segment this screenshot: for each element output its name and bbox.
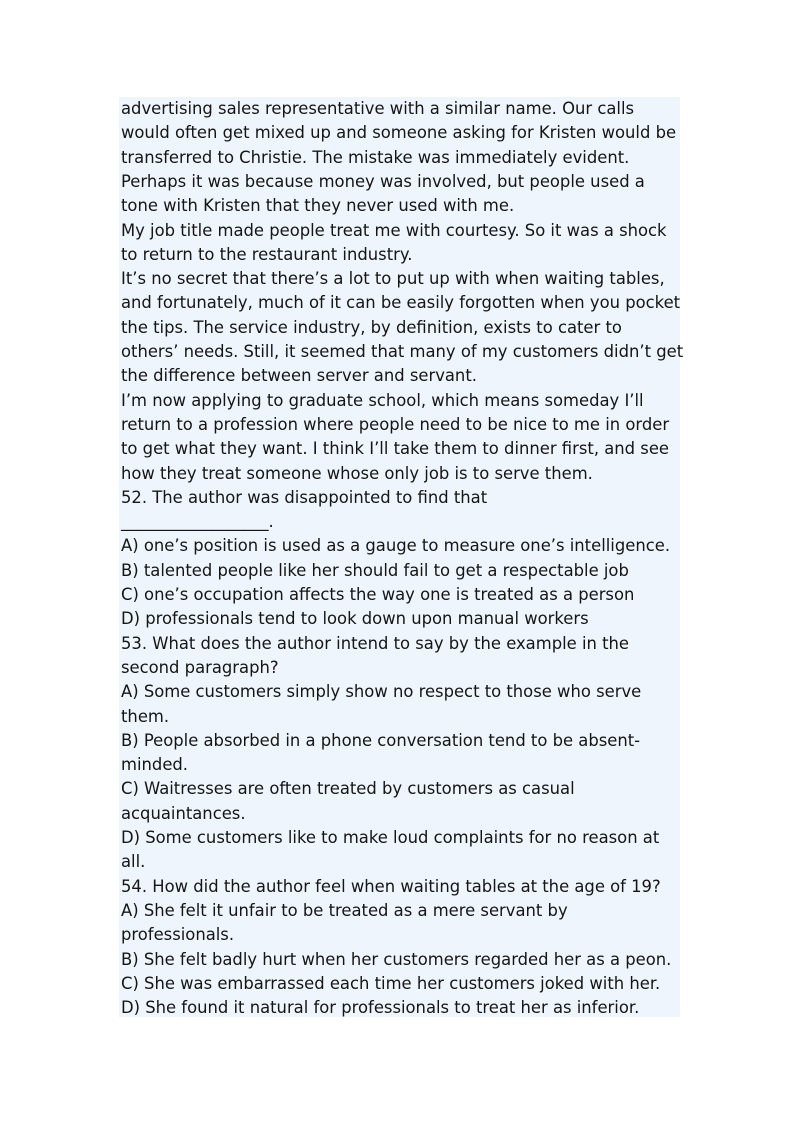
text-line: My job title made people treat me with courtesy. So it was a shock: [121, 220, 667, 240]
text-line: the difference between server and servant.: [121, 366, 477, 386]
text-line: advertising sales representative with a similar name. Our calls: [121, 99, 635, 118]
text-block: [119, 97, 684, 1018]
text-line: all.: [121, 852, 146, 872]
text-line: I’m now applying to graduate school, which means someday I’ll: [121, 390, 644, 410]
option-line: D) professionals tend to look down upon manual workers: [121, 609, 589, 629]
text-line: It’s no secret that there’s a lot to put up with when waiting tables,: [121, 269, 665, 289]
text-line: to return to the restaurant industry.: [121, 244, 413, 264]
question-52-stem: 52. The author was disappointed to find that: [121, 487, 488, 507]
text-line: professionals.: [121, 925, 235, 945]
answer-blank: __________________.: [121, 512, 274, 532]
text-line: return to a profession where people need to be nice to me in order: [121, 414, 670, 434]
option-line: D) She found it natural for professionals to treat her as inferior.: [121, 998, 640, 1018]
text-line: how they treat someone whose only job is to serve them.: [121, 463, 593, 483]
text-line: tone with Kristen that they never used with me.: [121, 196, 515, 216]
text-line: Perhaps it was because money was involved, but people used a: [121, 171, 645, 191]
option-line: A) one’s position is used as a gauge to measure one’s intelligence.: [121, 536, 671, 556]
question-54-stem: 54. How did the author feel when waiting tables at the age of 19?: [121, 876, 661, 896]
text-line: minded.: [121, 755, 189, 775]
text-line: the tips. The service industry, by definition, exists to cater to: [121, 317, 622, 337]
option-line: A) She felt it unfair to be treated as a mere servant by: [121, 900, 568, 920]
text-line: them.: [121, 706, 170, 726]
option-line: D) Some customers like to make loud complaints for no reason at: [121, 828, 660, 847]
option-line: C) Waitresses are often treated by customers as casual: [121, 779, 575, 799]
text-line: transferred to Christie. The mistake was immediately evident.: [121, 147, 630, 167]
text-line: and fortunately, much of it can be easily forgotten when you pocket: [121, 293, 681, 313]
option-line: A) Some customers simply show no respect to those who serve: [121, 682, 642, 702]
option-line: C) one’s occupation affects the way one is treated as a person: [121, 585, 635, 604]
option-line: B) People absorbed in a phone conversation tend to be absent-: [121, 730, 641, 750]
text-line: to get what they want. I think I’ll take them to dinner first, and see: [121, 439, 670, 459]
option-line: B) talented people like her should fail to get a respectable job: [121, 560, 629, 580]
text-line: would often get mixed up and someone asking for Kristen would be: [121, 123, 677, 143]
question-53-stem: 53. What does the author intend to say by the example in the: [121, 633, 629, 653]
option-line: B) She felt badly hurt when her customers regarded her as a peon.: [121, 949, 672, 969]
option-line: C) She was embarrassed each time her customers joked with her.: [121, 973, 661, 993]
text-line: others’ needs. Still, it seemed that many of my customers didn’t get: [121, 342, 684, 361]
text-line: second paragraph?: [121, 657, 279, 677]
text-line: acquaintances.: [121, 803, 246, 823]
